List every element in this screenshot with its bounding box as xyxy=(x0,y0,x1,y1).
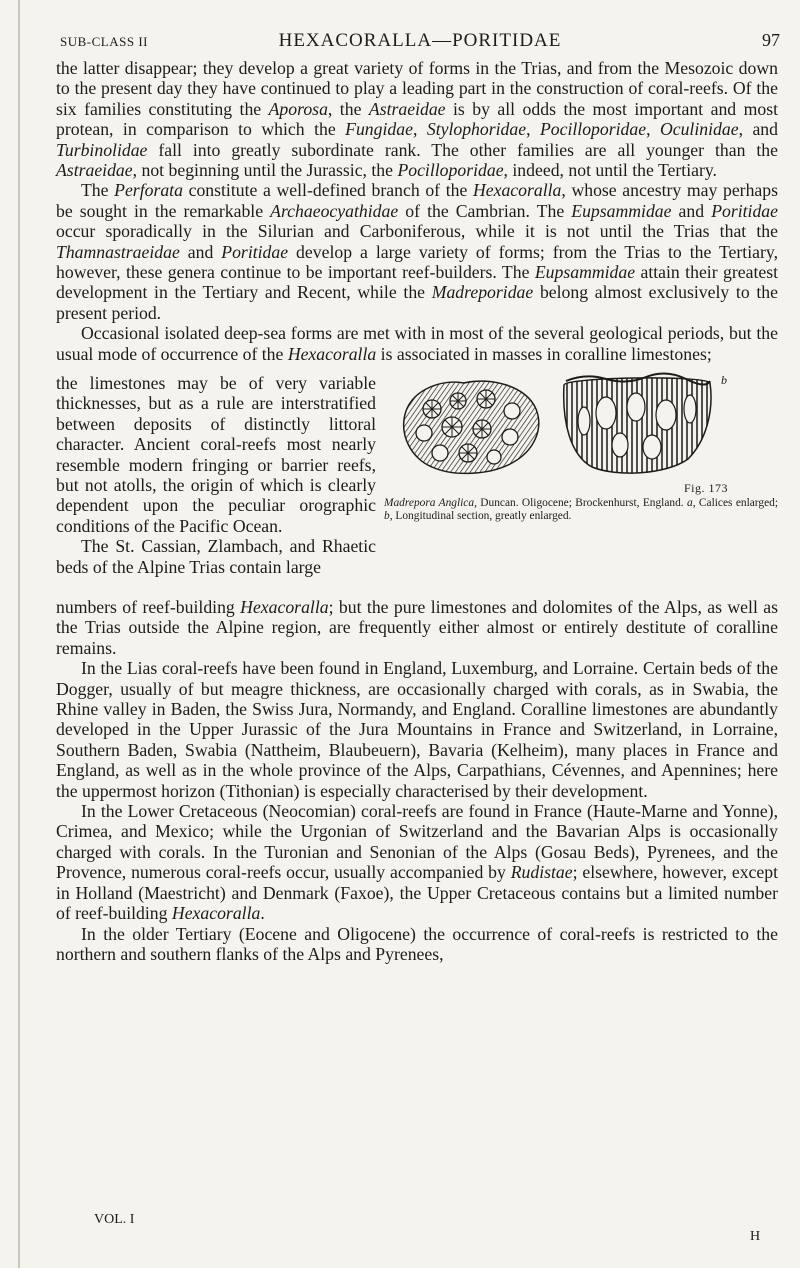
paragraph-aporosa: the latter disappear; they develop a great variety of forms in the Trias, and from the Mesozoic down to the present day they have continued to play a leading part in the construction of coral-reefs. Of the six families constituting the Aporosa, the Astraeidae is by all odds the most important and most protean, in comparison to which the Fungidae, Stylophoridae, Pocilloporidae, Oculinidae, and Turbinolidae fall into greatly subordinate rank. The other families are all younger than the Astraeidae, not beginning until the Jurassic, the Pocilloporidae, indeed, not until the Tertiary. xyxy=(56,58,779,181)
body-text-bottom xyxy=(56,597,778,964)
paragraph-occasional: Occasional isolated deep-sea forms are met with in most of the several geological periods, but the usual mode of occurrence of the Hexacoralla is associated in masses in coralline limestones; xyxy=(56,323,778,364)
figure-caption: Madrepora Anglica, Duncan. Oligocene; Brockenhurst, England. a, Calices enlarged; b, Longitudinal section, greatly enlarged. xyxy=(384,497,778,522)
text-beside-figure xyxy=(56,373,376,577)
binding-edge xyxy=(18,0,20,1268)
page-number: 97 xyxy=(762,30,780,50)
body-text-top xyxy=(56,58,778,364)
coral-section-illustration xyxy=(556,371,716,479)
paragraph-cassian-rest: numbers of reef-building Hexacoralla; but the pure limestones and dolomites of the Alps, as well as the Trias outside the Alpine region, are frequently either almost or entirely destitute of coralline remains. xyxy=(56,597,778,658)
figure-label-b: b xyxy=(721,373,727,387)
paragraph-lias: In the Lias coral-reefs have been found in England, Luxemburg, and Lorraine. Certain beds of the Dogger, usually of but meagre thickness, are occasionally charged with corals, as in Swabia, the Rhine valley in Baden, the Swiss Jura, Normandy, and England. Coralline limestones are abundantly developed in the Upper Jurassic of the Jura Mountains in France and Switzerland, in Lorraine, Southern Baden, Swabia (Nattheim, Blaubeuern), Bavaria (Kelheim), many places in France and England, as well as in the whole province of the Alps, Carpathians, Cévennes, and Apennines; here the uppermost horizon (Tithonian) is especially characterised by their development. xyxy=(56,658,778,801)
figure-173 xyxy=(384,371,778,522)
running-header xyxy=(60,30,780,52)
paragraph-cassian-start: The St. Cassian, Zlambach, and Rhaetic beds of the Alpine Trias contain large xyxy=(56,536,376,577)
coral-calices-illustration xyxy=(394,371,544,479)
paragraph-limestones: the limestones may be of very variable thicknesses, but as a rule are interstratified between deposits of distinctly littoral character. Ancient coral-reefs most nearly resemble modern fringing or barrier reefs, but not atolls, the origin of which is clearly dependent upon the peculiar orographic conditions of the Pacific Ocean. xyxy=(56,373,376,536)
volume-marker: VOL. I xyxy=(94,1212,135,1227)
header-title: HEXACORALLA—PORITIDAE xyxy=(278,30,562,51)
header-subclass: SUB-CLASS II xyxy=(60,34,148,49)
paragraph-tertiary: In the older Tertiary (Eocene and Oligocene) the occurrence of coral-reefs is restricted to the northern and southern flanks of the Alps and Pyrenees, xyxy=(56,923,778,964)
signature-mark: H xyxy=(750,1229,761,1244)
paragraph-perforata: The Perforata constitute a well-defined branch of the Hexacoralla, whose ancestry may perhaps be sought in the remarkable Archaeocyathidae of the Cambrian. The Eupsammidae and Poritidae occur sporadically in the Silurian and Carboniferous, while it is not until the Trias that the Thamnastraeidae and Poritidae develop a large variety of forms; from the Trias to the Tertiary, however, these genera continue to be important reef-builders. The Eupsammidae attain their greatest development in the Tertiary and Recent, while the Madreporidae belong almost exclusively to the present period. xyxy=(56,180,779,323)
figure-number: Fig. 173 xyxy=(684,481,729,495)
paragraph-cretaceous: In the Lower Cretaceous (Neocomian) coral-reefs are found in France (Haute-Marne and Yonne), Crimea, and Mexico; while the Urgonian of Switzerland and the Bavarian Alps is occasionally charged with corals. In the Turonian and Senonian of the Alps (Gosau Beds), Pyrenees, and the Provence, numerous coral-reefs occur, usually accompanied by Rudistae; elsewhere, however, except in Holland (Maestricht) and Denmark (Faxoe), the Upper Cretaceous contains but a limited number of reef-building Hexacoralla. xyxy=(56,801,778,924)
